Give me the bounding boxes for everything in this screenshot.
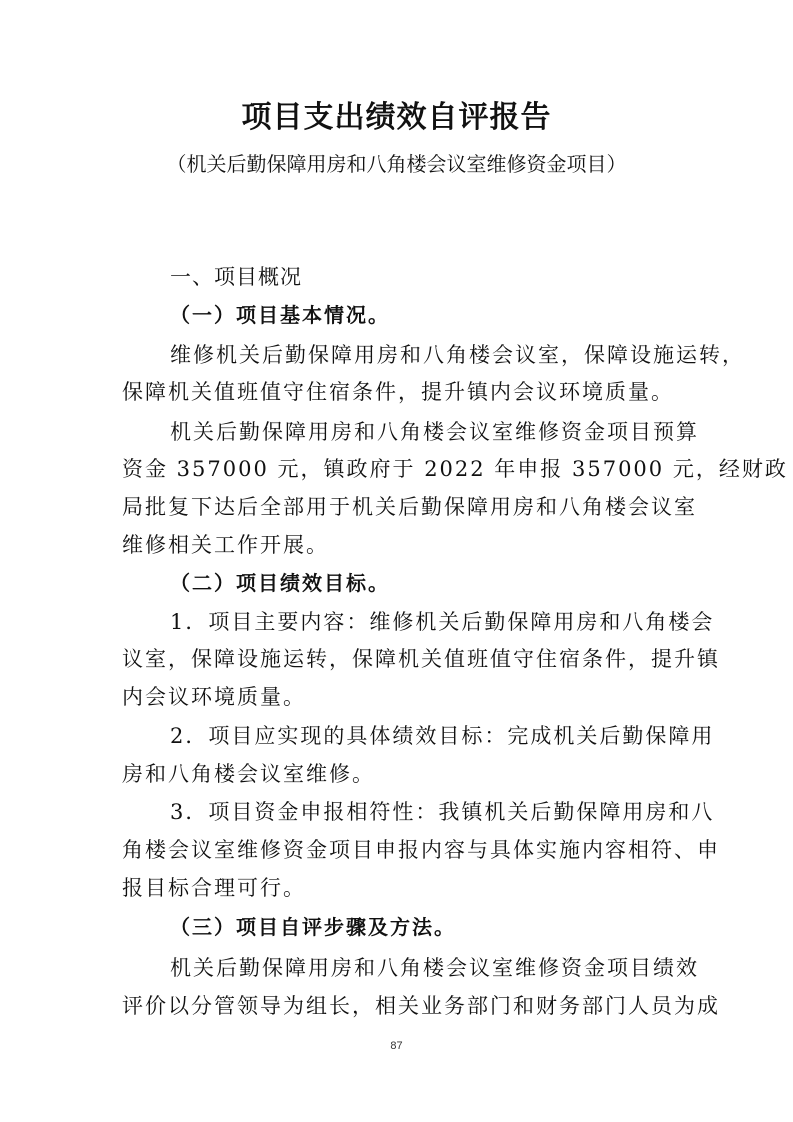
- paragraph-line: 维修机关后勤保障用房和八角楼会议室，保障设施运转，: [170, 343, 745, 367]
- document-title: 项目支出绩效自评报告: [241, 100, 552, 135]
- paragraph-line: 评价以分管领导为组长，相关业务部门和财务部门人员为成: [122, 994, 720, 1018]
- subsection-heading-2: （二）项目绩效目标。: [170, 571, 390, 595]
- subsection-heading-1: （一）项目基本情况。: [170, 303, 390, 327]
- paragraph-line: 2．项目应实现的具体绩效目标：完成机关后勤保障用: [170, 724, 715, 748]
- paragraph-line: 保障机关值班值守住宿条件，提升镇内会议环境质量。: [122, 380, 674, 404]
- paragraph-line: 3．项目资金申报相符性：我镇机关后勤保障用房和八: [170, 800, 715, 824]
- paragraph-line: 局批复下达后全部用于机关后勤保障用房和八角楼会议室: [122, 495, 697, 519]
- paragraph-line: 房和八角楼会议室维修。: [122, 762, 375, 786]
- paragraph-line: 报目标合理可行。: [122, 876, 306, 900]
- subsection-heading-3: （三）项目自评步骤及方法。: [170, 915, 456, 939]
- paragraph-line: 角楼会议室维修资金项目申报内容与具体实施内容相符、申: [122, 838, 720, 862]
- section-heading-1: 一、项目概况: [170, 265, 302, 289]
- paragraph-line: 议室，保障设施运转，保障机关值班值守住宿条件，提升镇: [122, 647, 720, 671]
- paragraph-line: 内会议环境质量。: [122, 685, 306, 709]
- paragraph-line: 资金 357000 元，镇政府于 2022 年申报 357000 元，经财政: [122, 457, 788, 481]
- paragraph-line: 机关后勤保障用房和八角楼会议室维修资金项目绩效: [170, 956, 699, 980]
- paragraph-line: 维修相关工作开展。: [122, 533, 329, 557]
- paragraph-line: 机关后勤保障用房和八角楼会议室维修资金项目预算: [170, 420, 699, 444]
- document-subtitle: （机关后勤保障用房和八角楼会议室维修资金项目）: [166, 152, 627, 176]
- paragraph-line: 1．项目主要内容：维修机关后勤保障用房和八角楼会: [170, 610, 715, 634]
- page-number: 87: [390, 1040, 403, 1052]
